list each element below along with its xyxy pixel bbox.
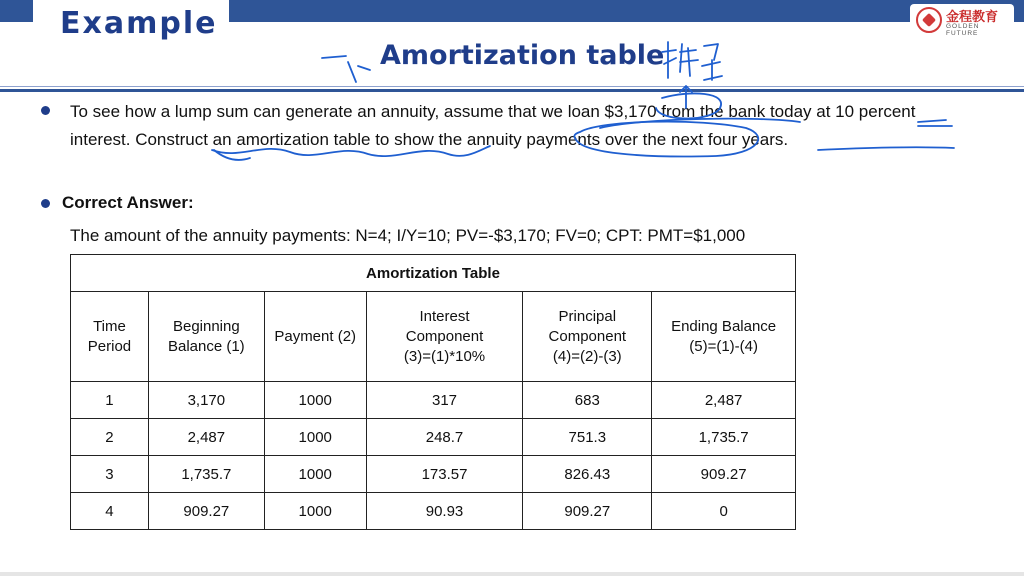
table-cell: 1,735.7 xyxy=(148,456,264,493)
answer-text: The amount of the annuity payments: N=4; I/Y=10; PV=-$3,170; FV=0; CPT: PMT=$1,000 xyxy=(70,226,746,245)
table-cell: 683 xyxy=(523,382,652,419)
table-cell: 909.27 xyxy=(652,456,796,493)
header-line: (3)=(1)*10% xyxy=(403,347,486,365)
table-cell: 1,735.7 xyxy=(652,419,796,456)
header-line: Payment (2) xyxy=(274,327,357,345)
table-header-cell xyxy=(148,292,264,382)
table-cell: 1000 xyxy=(264,382,366,419)
table-title: Amortization Table xyxy=(71,255,796,292)
table-header-cell xyxy=(652,292,796,382)
ink-stroke xyxy=(702,44,722,80)
bullet-dot-icon xyxy=(41,199,50,208)
table-cell: 2 xyxy=(71,419,149,456)
table-cell: 173.57 xyxy=(366,456,523,493)
example-label: Example xyxy=(60,6,218,41)
logo xyxy=(910,4,1014,38)
table-cell: 909.27 xyxy=(148,493,264,530)
header-line: Interest xyxy=(419,307,470,325)
table-cell: 90.93 xyxy=(366,493,523,530)
table-cell: 3 xyxy=(71,456,149,493)
table-cell: 826.43 xyxy=(523,456,652,493)
footer-line xyxy=(0,572,1024,576)
ink-stroke xyxy=(322,56,346,58)
answer-heading: Correct Answer: xyxy=(62,193,194,212)
table-row xyxy=(71,456,796,493)
table-header-cell xyxy=(71,292,149,382)
table-row xyxy=(71,419,796,456)
header-line: Principal xyxy=(558,307,617,325)
table-header-row xyxy=(71,292,796,382)
table-header-cell xyxy=(523,292,652,382)
logo-icon xyxy=(916,7,942,33)
table-cell: 0 xyxy=(652,493,796,530)
slide-title: Amortization table xyxy=(380,40,665,71)
header-line: Ending Balance xyxy=(671,317,777,335)
bullet-dot-icon xyxy=(41,106,50,115)
table-cell: 248.7 xyxy=(366,419,523,456)
table-row xyxy=(71,493,796,530)
table-cell: 317 xyxy=(366,382,523,419)
header-line: Beginning xyxy=(172,317,240,335)
table-cell: 1000 xyxy=(264,493,366,530)
header-line: (4)=(2)-(3) xyxy=(552,347,622,365)
header-line: Component xyxy=(405,327,484,345)
table-header-cell xyxy=(366,292,523,382)
table-cell: 1000 xyxy=(264,456,366,493)
header-line: (5)=(1)-(4) xyxy=(689,337,758,355)
table-cell: 2,487 xyxy=(652,382,796,419)
table-header-cell xyxy=(264,292,366,382)
table-cell: 751.3 xyxy=(523,419,652,456)
ink-stroke xyxy=(358,66,370,70)
header-line: Component xyxy=(548,327,627,345)
table-cell: 4 xyxy=(71,493,149,530)
logo-text-en: GOLDEN FUTURE xyxy=(946,23,980,37)
table-cell: 2,487 xyxy=(148,419,264,456)
table-body xyxy=(71,382,796,530)
ink-stroke xyxy=(680,44,698,76)
logo-text-cn: 金程教育 xyxy=(946,10,999,25)
table-cell: 3,170 xyxy=(148,382,264,419)
table-row xyxy=(71,382,796,419)
header-line: Balance (1) xyxy=(167,337,245,355)
title-divider xyxy=(0,89,1024,92)
table-cell: 909.27 xyxy=(523,493,652,530)
table-cell: 1000 xyxy=(264,419,366,456)
amortization-table xyxy=(70,254,796,530)
table-cell: 1 xyxy=(71,382,149,419)
header-line: Period xyxy=(87,337,132,355)
title-divider-thin xyxy=(0,86,1024,87)
ink-stroke xyxy=(348,62,356,82)
header-line: Time xyxy=(93,317,126,335)
problem-statement: To see how a lump sum can generate an annuity, assume that we loan $3,170 from the bank today at 10 percent interest. Construct an amortization table to show the annuity payments over the next four years. xyxy=(70,102,916,149)
